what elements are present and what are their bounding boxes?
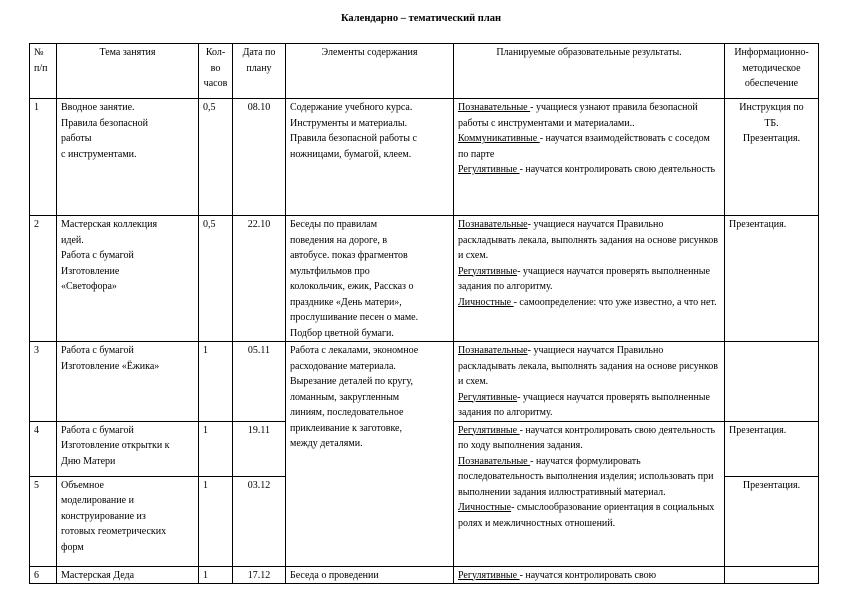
topic-line: конструирование из bbox=[61, 510, 146, 522]
cell-date: 19.11 bbox=[233, 421, 286, 476]
topic-line: Работа с бумагой bbox=[61, 250, 134, 261]
header-content: Элементы содержания bbox=[286, 44, 454, 99]
topic-line: работы bbox=[61, 133, 92, 144]
result-item bbox=[458, 217, 720, 264]
cell-hours: 0,5 bbox=[199, 216, 233, 342]
cell-results bbox=[454, 342, 725, 422]
result-text: - учащиеся научатся проверять выполненные задания по алгоритму. bbox=[458, 265, 710, 292]
cell-results bbox=[454, 216, 725, 342]
cell-info bbox=[725, 99, 819, 216]
content-line: расходование материала. bbox=[290, 360, 396, 372]
result-item bbox=[458, 500, 720, 531]
cell-topic bbox=[57, 216, 199, 342]
result-label: Личностные bbox=[458, 502, 512, 513]
cell-topic bbox=[57, 476, 199, 566]
result-text: - самоопределение: что уже известно, а что нет. bbox=[513, 296, 717, 308]
result-item bbox=[458, 390, 720, 421]
cell-topic bbox=[57, 99, 199, 216]
result-label: Регулятивные bbox=[458, 569, 520, 581]
content-line: Инструменты и материалы. bbox=[290, 117, 408, 129]
info-line: Презентация. bbox=[742, 479, 801, 491]
topic-line: Мастерская коллекция bbox=[61, 219, 158, 230]
content-line: Беседа о проведении bbox=[290, 569, 379, 581]
cell-num: 4 bbox=[30, 421, 57, 476]
content-line: прослушивание песен о маме. bbox=[290, 312, 419, 323]
content-line: между деталями. bbox=[290, 438, 363, 449]
cell-date: 22.10 bbox=[233, 216, 286, 342]
cell-topic bbox=[57, 421, 199, 476]
topic-line: Работа с бумагой bbox=[61, 424, 134, 436]
content-line: Правила безопасной работы с bbox=[290, 133, 417, 144]
result-label: Коммуникативные bbox=[458, 133, 540, 144]
content-line: ломанным, закругленным bbox=[290, 391, 400, 403]
content-line: мультфильмов про bbox=[290, 265, 370, 277]
table-row bbox=[30, 99, 819, 216]
cell-num: 6 bbox=[30, 566, 57, 584]
cell-num: 2 bbox=[30, 216, 57, 342]
thematic-plan-table bbox=[29, 43, 819, 584]
document-title: Календарно – тематический план bbox=[340, 13, 502, 24]
header-topic: Тема занятия bbox=[57, 44, 199, 99]
content-line: ножницами, бумагой, клеем. bbox=[290, 148, 412, 160]
table-row bbox=[30, 566, 819, 584]
content-line: приклеивание к заготовке, bbox=[290, 422, 402, 434]
topic-line: моделирование и bbox=[61, 495, 134, 506]
cell-content-merged bbox=[286, 342, 454, 567]
result-text: - учащиеся научатся Правильно раскладывать лекала, выполнять задания на основе рисунков и схем. bbox=[458, 345, 719, 387]
topic-line: «Светофора» bbox=[61, 281, 117, 292]
content-line: Подбор цветной бумаги. bbox=[290, 327, 394, 339]
cell-hours: 1 bbox=[199, 421, 233, 476]
info-line: Презентация. bbox=[729, 219, 787, 230]
cell-date: 03.12 bbox=[233, 476, 286, 566]
cell-info bbox=[725, 476, 819, 566]
cell-num: 5 bbox=[30, 476, 57, 566]
result-text: - учащиеся научатся проверять выполненные задания по алгоритму. bbox=[458, 391, 710, 418]
content-line: колокольчик, ежик, Рассказ о bbox=[290, 281, 414, 292]
cell-num: 3 bbox=[30, 342, 57, 422]
cell-info bbox=[725, 566, 819, 584]
topic-line: Объемное bbox=[61, 479, 104, 491]
cell-date: 17.12 bbox=[233, 566, 286, 584]
cell-num: 1 bbox=[30, 99, 57, 216]
content-line: Работа с лекалами, экономное bbox=[290, 345, 419, 356]
result-label: Регулятивные bbox=[458, 391, 518, 403]
info-line: Инструкция по bbox=[739, 102, 804, 113]
content-line: линиям, последовательное bbox=[290, 407, 404, 418]
topic-line: идей. bbox=[61, 234, 84, 246]
header-date: Дата по плану bbox=[233, 44, 286, 99]
cell-content bbox=[286, 216, 454, 342]
content-line: Содержание учебного курса. bbox=[290, 102, 413, 113]
cell-results bbox=[454, 566, 725, 584]
info-line: Презентация. bbox=[729, 424, 787, 436]
cell-results bbox=[454, 99, 725, 216]
result-label: Регулятивные bbox=[458, 164, 520, 175]
result-label: Познавательные bbox=[458, 219, 528, 230]
result-label: Регулятивные bbox=[458, 424, 520, 436]
cell-info bbox=[725, 216, 819, 342]
result-item bbox=[458, 423, 720, 454]
topic-line: Дню Матери bbox=[61, 455, 116, 467]
result-item bbox=[458, 343, 720, 390]
result-item bbox=[458, 568, 720, 584]
result-item bbox=[458, 295, 720, 311]
table-row bbox=[30, 342, 819, 422]
topic-line: Работа с бумагой bbox=[61, 345, 134, 356]
cell-info bbox=[725, 342, 819, 422]
result-label: Познавательные bbox=[458, 345, 528, 356]
cell-hours: 0,5 bbox=[199, 99, 233, 216]
result-item bbox=[458, 454, 720, 501]
result-text: - учащиеся научатся Правильно раскладывать лекала, выполнять задания на основе рисунков и схем. bbox=[458, 219, 719, 261]
result-text: - научатся формулировать последовательность выполнения изделия; использовать при выполнении задания иллюстративный материал. bbox=[458, 455, 714, 498]
result-text: - научатся взаимодействовать с соседом по парте bbox=[458, 133, 710, 160]
result-item bbox=[458, 162, 720, 178]
cell-results-merged bbox=[454, 421, 725, 566]
cell-topic bbox=[57, 566, 199, 584]
result-text: - учащиеся узнают правила безопасной работы с инструментами и материалами.. bbox=[458, 102, 698, 129]
result-text: - научатся контролировать свою деятельность по ходу выполнения задания. bbox=[458, 424, 716, 451]
cell-content bbox=[286, 566, 454, 584]
topic-line: Изготовление «Ёжика» bbox=[61, 360, 160, 372]
topic-line: готовых геометрических bbox=[61, 526, 167, 537]
cell-hours: 1 bbox=[199, 342, 233, 422]
topic-line: Правила безопасной bbox=[61, 117, 149, 129]
cell-info bbox=[725, 421, 819, 476]
cell-hours: 1 bbox=[199, 566, 233, 584]
content-line: празднике «День матери», bbox=[290, 296, 402, 308]
topic-line: Изготовление открытки к bbox=[61, 440, 170, 451]
content-line: Вырезание деталей по кругу, bbox=[290, 376, 413, 387]
cell-date: 08.10 bbox=[233, 99, 286, 216]
content-line: Беседы по правилам bbox=[290, 219, 378, 230]
topic-line: с инструментами. bbox=[61, 148, 137, 160]
content-line: поведения на дороге, в bbox=[290, 234, 388, 246]
result-label: Познавательные bbox=[458, 102, 531, 113]
header-hours: Кол-во часов bbox=[199, 44, 233, 99]
result-item bbox=[458, 131, 720, 162]
header-results: Планируемые образовательные результаты. bbox=[454, 44, 725, 99]
table-row bbox=[30, 216, 819, 342]
result-item bbox=[458, 264, 720, 295]
cell-hours: 1 bbox=[199, 476, 233, 566]
topic-line: форм bbox=[61, 541, 84, 553]
info-line: Презентация. bbox=[742, 133, 801, 144]
result-label: Личностные bbox=[458, 296, 514, 308]
content-line: автобусе. показ фрагментов bbox=[290, 250, 408, 261]
cell-content bbox=[286, 99, 454, 216]
result-text: - научатся контролировать свою bbox=[519, 569, 657, 581]
result-item bbox=[458, 100, 720, 131]
topic-line: Изготовление bbox=[61, 265, 120, 277]
header-info: Информационно-методическое обеспечение bbox=[725, 44, 819, 99]
result-label: Регулятивные bbox=[458, 265, 518, 277]
result-text: - смыслообразование ориентация в социальных ролях и межличностных отношений. bbox=[458, 502, 715, 529]
result-text: - научатся контролировать свою деятельность bbox=[519, 164, 716, 175]
info-line: ТБ. bbox=[764, 117, 779, 129]
topic-line: Мастерская Деда bbox=[61, 569, 135, 581]
table-header-row bbox=[30, 44, 819, 99]
header-num: № п/п bbox=[30, 44, 57, 99]
cell-date: 05.11 bbox=[233, 342, 286, 422]
cell-topic bbox=[57, 342, 199, 422]
result-label: Познавательные bbox=[458, 455, 531, 467]
topic-line: Вводное занятие. bbox=[61, 102, 135, 113]
